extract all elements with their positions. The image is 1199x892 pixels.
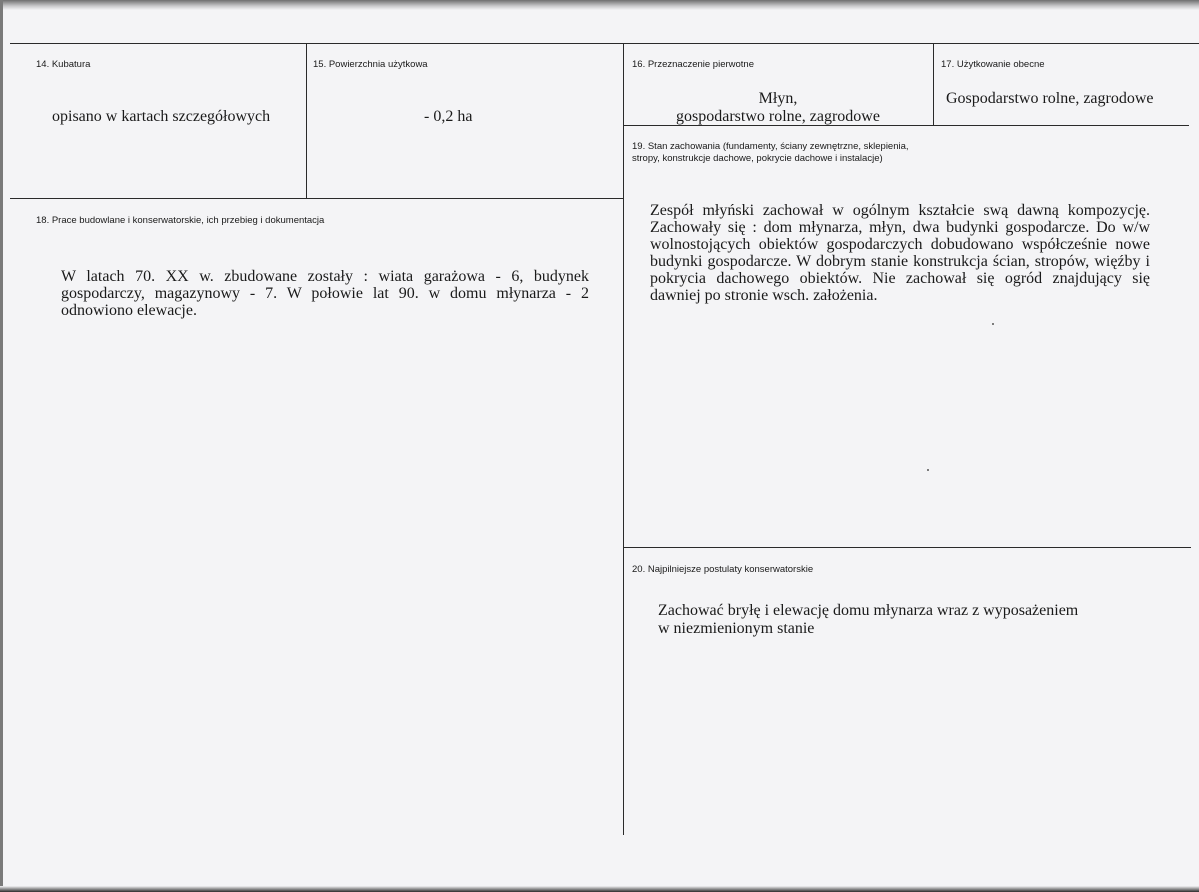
scan-edge-left	[0, 0, 3, 892]
rule-under-16-17	[623, 125, 1189, 126]
divider-16-17	[933, 43, 934, 125]
postulaty-value-line1: Zachować bryłę i elewację domu młynarza wraz z wyposażeniem	[658, 602, 1079, 619]
stan-label-line1: 19. Stan zachowania (fundamenty, ściany zewnętrzne, sklepienia,	[632, 141, 909, 152]
scan-edge-top	[0, 0, 1199, 10]
rule-above-20	[623, 547, 1191, 548]
stan-value: Zespół młyński zachował w ogólnym kształcie swą dawną kompozycję. Zachowały się : dom młynarza, młyn, dwa budynki gospodarcze. Do w/w wolnostojących obiektów gospodarczych dobudowano współcześnie nowe budynki gospodarcze. W dobrym stanie konstrukcja ścian, stropów, więźby i pokrycia dachowego obiektów. Nie zachował się ogród znajdujący się dawniej po stronie wsch. założenia.	[650, 202, 1150, 304]
kubatura-label: 14. Kubatura	[36, 59, 91, 70]
powierzchnia-value: - 0,2 ha	[424, 108, 473, 125]
przeznaczenie-value-line1: Młyn,	[758, 90, 798, 107]
przeznaczenie-value-line2: gospodarstwo rolne, zagrodowe	[676, 108, 880, 125]
scan-speck	[927, 469, 929, 471]
postulaty-value-line2: w niezmienionym stanie	[658, 620, 815, 637]
scan-speck	[992, 323, 994, 325]
divider-left-right	[623, 43, 624, 835]
uzytkowanie-value: Gospodarstwo rolne, zagrodowe	[946, 90, 1154, 107]
przeznaczenie-label: 16. Przeznaczenie pierwotne	[632, 59, 754, 70]
prace-value: W latach 70. XX w. zbudowane zostały : wiata garażowa - 6, budynek gospodarczy, magazynowy - 7. W połowie lat 90. w domu młynarza - 2 odnowiono elewacje.	[61, 268, 589, 319]
divider-14-15	[306, 43, 307, 199]
stan-label-line2: stropy, konstrukcje dachowe, pokrycie dachowe i instalacje)	[632, 153, 883, 164]
rule-under-14-15	[10, 198, 623, 199]
powierzchnia-label: 15. Powierzchnia użytkowa	[313, 59, 428, 70]
postulaty-label: 20. Najpilniejsze postulaty konserwatorskie	[632, 564, 814, 575]
kubatura-value: opisano w kartach szczegółowych	[52, 108, 271, 125]
scan-edge-bottom	[0, 886, 1199, 892]
form-top-rule	[10, 43, 1199, 44]
uzytkowanie-label: 17. Użytkowanie obecne	[941, 59, 1045, 70]
prace-label: 18. Prace budowlane i konserwatorskie, ich przebieg i dokumentacja	[36, 215, 325, 226]
